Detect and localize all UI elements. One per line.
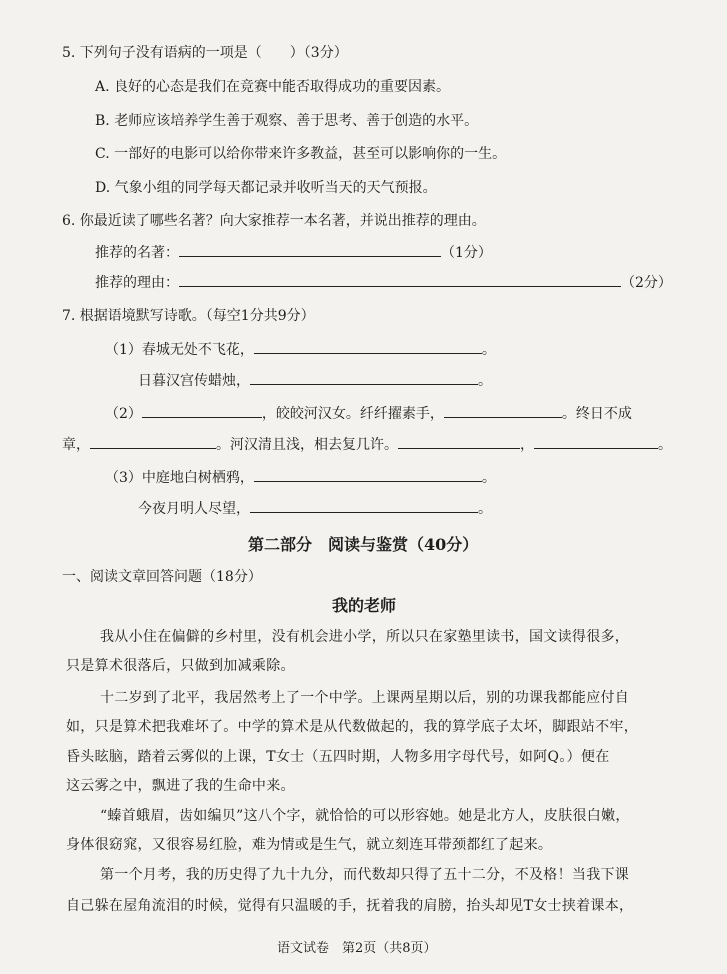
q7-p3-period-b: 。 xyxy=(478,501,492,517)
q6-reason-blank[interactable] xyxy=(179,272,621,287)
article-line-1: 我从小住在偏僻的乡村里，没有机会进小学，所以只在家塾里读书，国文读得很多， xyxy=(100,629,630,645)
q7-p1-blank-a[interactable] xyxy=(254,339,482,354)
q5-option-c: C. 一部好的电影可以给你带来许多教益，甚至可以影响你的一生。 xyxy=(95,146,507,162)
q7-p1-row-a xyxy=(105,339,496,359)
article-line-3: 十二岁到了北平，我居然考上了一个中学。上课两星期以后，别的功课我都能应付自 xyxy=(100,690,630,706)
article-line-9: 第一个月考，我的历史得了九十九分，而代数却只得了五十二分，不及格！当我下课 xyxy=(100,867,630,883)
q7-p2-row-b xyxy=(62,434,672,454)
q6-reason-score: （2分） xyxy=(621,275,672,291)
q7-p3-row-a xyxy=(105,467,496,487)
q7-p3-blank-b[interactable] xyxy=(250,498,478,513)
part2-section: 一、阅读文章回答问题（18分） xyxy=(62,569,262,585)
q7-p1-blank-b[interactable] xyxy=(250,370,478,385)
q7-p2-blank-c[interactable] xyxy=(90,434,216,449)
article-line-10: 自己躲在屋角流泪的时候，觉得有只温暖的手，抚着我的肩膀，抬头却见T女士挟着课本， xyxy=(66,898,634,914)
q5-option-d: D. 气象小组的同学每天都记录并收听当天的天气预报。 xyxy=(95,180,437,196)
q7-p2-text-b: ，皎皎河汉女。纤纤擢素手， xyxy=(261,406,444,422)
q7-p3-period-a: 。 xyxy=(481,470,496,486)
q5-stem: 5. 下列句子没有语病的一项是（ ）（3分） xyxy=(62,45,348,61)
q7-p3-text-a: （3）中庭地白树栖鸦， xyxy=(105,470,254,486)
q7-p2-blank-e[interactable] xyxy=(534,434,658,449)
q7-p2-blank-d[interactable] xyxy=(398,434,520,449)
q7-p2-blank-a[interactable] xyxy=(142,403,262,418)
q7-p2-text-e: 。河汉清且浅，相去复几许。 xyxy=(216,437,398,453)
q7-p1-text-b: 日暮汉宫传蜡烛， xyxy=(138,373,250,389)
q6-book-blank[interactable] xyxy=(179,242,441,257)
q7-p1-text-a: （1）春城无处不飞花， xyxy=(105,342,254,358)
q7-p3-text-b: 今夜月明人尽望， xyxy=(138,501,250,517)
q7-p1-period-a: 。 xyxy=(481,342,496,358)
q5-option-b: B. 老师应该培养学生善于观察、善于思考、善于创造的水平。 xyxy=(95,113,479,129)
q7-p2-text-c: 。终日不成 xyxy=(561,406,632,422)
q6-reason-label: 推荐的理由： xyxy=(95,275,179,291)
article-line-8: 身体很窈窕，又很容易红脸，难为情或是生气，就立刻连耳带颈都红了起来。 xyxy=(66,837,553,853)
article-title: 我的老师 xyxy=(332,596,397,615)
article-line-4: 如，只是算术把我难坏了。中学的算术是从代数做起的，我的算学底子太坏，脚跟站不牢， xyxy=(66,719,638,735)
q6-stem: 6. 你最近读了哪些名著？向大家推荐一本名著，并说出推荐的理由。 xyxy=(62,213,486,229)
article-line-2: 只是算术很落后，只做到加减乘除。 xyxy=(66,658,295,674)
q6-book-row xyxy=(95,242,492,262)
q7-stem: 7. 根据语境默写诗歌。（每空1分共9分） xyxy=(62,308,315,324)
q7-p2-row-a xyxy=(105,403,632,423)
part2-heading: 第二部分 阅读与鉴赏（40分） xyxy=(248,535,479,554)
q7-p2-blank-b[interactable] xyxy=(444,403,562,418)
q7-p1-period-b: 。 xyxy=(478,373,492,389)
q6-book-score: （1分） xyxy=(441,245,492,261)
q7-p2-text-a: （2） xyxy=(105,406,142,422)
article-line-6: 这云雾之中，飘进了我的生命中来。 xyxy=(66,778,295,794)
article-line-5: 昏头眩脑，踏着云雾似的上课，T女士（五四时期，人物多用字母代号，如阿Q。）便在 xyxy=(66,749,610,765)
q7-p1-row-b xyxy=(138,370,492,390)
q5-option-a: A. 良好的心态是我们在竞赛中能否取得成功的重要因素。 xyxy=(95,79,451,95)
q7-p2-text-f: ， xyxy=(520,437,534,453)
q6-book-label: 推荐的名著： xyxy=(95,245,179,261)
q7-p3-blank-a[interactable] xyxy=(254,467,482,482)
q7-p2-text-d: 章， xyxy=(62,437,90,453)
article-line-7: “螓首蛾眉，齿如编贝”这八个字，就恰恰的可以形容她。她是北方人，皮肤很白嫩， xyxy=(100,808,630,824)
page-footer: 语文试卷 第2页（共8页） xyxy=(277,941,437,956)
q7-p2-text-g: 。 xyxy=(658,437,672,453)
q6-reason-row xyxy=(95,272,672,292)
q7-p3-row-b xyxy=(138,498,492,518)
